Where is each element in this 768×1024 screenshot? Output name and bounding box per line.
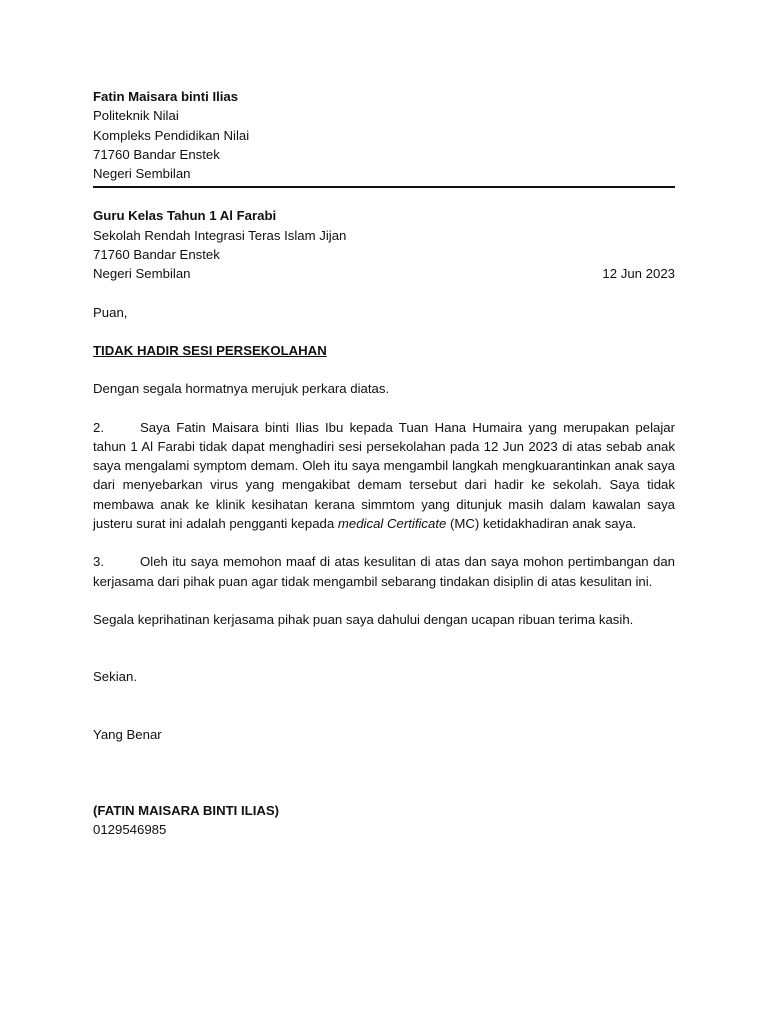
paragraph-3: [93, 552, 675, 591]
paragraph-2: [93, 418, 675, 534]
sender-address-line: 71760 Bandar Enstek: [93, 146, 220, 162]
recipient-address-line: 71760 Bandar Enstek: [93, 247, 220, 263]
sender-address-line: Negeri Sembilan: [93, 166, 191, 182]
sender-name: Fatin Maisara binti Ilias: [93, 89, 239, 104]
sekian-line: Sekian.: [93, 669, 137, 685]
sender-address-line: Kompleks Pendidikan Nilai: [93, 127, 250, 143]
sender-block: [93, 87, 675, 183]
closing-paragraph: Segala keprihatinan kerjasama pihak puan saya dahului dengan ucapan ribuan terima kasih.: [93, 611, 634, 627]
paragraph-3-text: Oleh itu saya memohon maaf di atas kesulitan di atas dan saya mohon pertimbangan dan kerjasama dari pihak puan agar tidak mengambil sebarang tindakan disiplin di atas kesulitan ini.: [93, 554, 675, 589]
paragraph-number: 3.: [93, 554, 104, 570]
recipient-state-date-row: [93, 264, 675, 283]
letter-page: [93, 87, 675, 839]
sender-address-line: Politeknik Nilai: [93, 108, 179, 124]
paragraph-2-text: Saya Fatin Maisara binti Ilias Ibu kepada Tuan Hana Humaira yang merupakan pelajar tahun 1 Al Farabi tidak dapat menghadiri sesi persekolahan pada 12 Jun 2023 di atas sebab anak saya mengalami symptom demam. Oleh itu saya mengambil langkah mengkuarantinkan anak saya dari menyebarkan virus yang mengakibat demam tersebut dari hadir ke sekolah. Saya tidak membawa anak ke klinik kesihatan kerana simmtom yang ditunjuk masih dalam kawalan saya justeru surat ini adalah pengganti kepada: [93, 419, 675, 532]
paragraph-number: 2.: [93, 419, 104, 435]
salutation: Puan,: [93, 304, 128, 320]
paragraph-2-italic: medical Certificate: [337, 516, 447, 532]
subject-heading: TIDAK HADIR SESI PERSEKOLAHAN: [93, 342, 327, 358]
opening-line: Dengan segala hormatnya merujuk perkara diatas.: [93, 381, 390, 397]
recipient-address-line: Sekolah Rendah Integrasi Teras Islam Jijan: [93, 227, 347, 243]
signature-phone: 0129546985: [93, 822, 167, 838]
signature-name: (FATIN MAISARA BINTI ILIAS): [93, 802, 280, 818]
recipient-title: Guru Kelas Tahun 1 Al Farabi: [93, 208, 277, 224]
letter-date: 12 Jun 2023: [602, 266, 675, 282]
paragraph-2-text-end: (MC) ketidakhadiran anak saya.: [450, 516, 637, 532]
recipient-block: [93, 206, 675, 283]
yang-benar-line: Yang Benar: [93, 726, 162, 742]
recipient-address-line: Negeri Sembilan: [93, 266, 191, 282]
